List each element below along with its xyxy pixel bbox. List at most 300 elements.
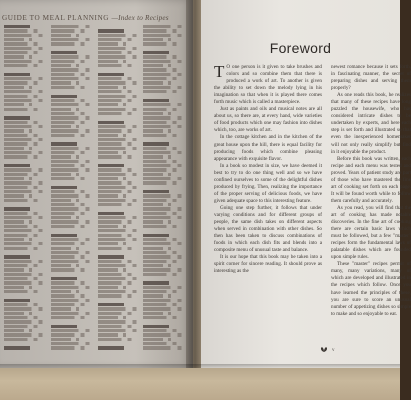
index-entry-line: [4, 207, 30, 210]
index-entry-line: [4, 186, 42, 189]
index-entry-line: [143, 134, 181, 137]
index-entry-line: [51, 34, 83, 37]
index-entry-line: [51, 51, 77, 54]
index-entry-line: [143, 164, 187, 167]
index-entry-line: [51, 268, 89, 271]
index-entry-line: [143, 294, 175, 297]
index-entry-line: [143, 99, 169, 102]
index-entry-line: [98, 103, 130, 106]
index-entry-line: [143, 281, 169, 284]
index-entry-line: [51, 316, 89, 319]
index-entry-line: [4, 86, 36, 89]
index-entry-line: [4, 112, 48, 115]
index-entry-line: [143, 38, 175, 41]
index-entry-line: [98, 160, 142, 163]
index-entry-line: [98, 255, 124, 258]
index-entry-line: [143, 220, 175, 223]
index-entry-line: [4, 29, 42, 32]
index-entry-line: [51, 286, 95, 289]
index-entry-line: [98, 147, 142, 150]
index-entry-line: [143, 286, 187, 289]
index-entry-line: [51, 138, 95, 141]
index-entry-line: [4, 42, 42, 45]
index-entry-line: [143, 73, 187, 76]
index-entry-line: [4, 99, 48, 102]
index-entry-line: [51, 194, 95, 197]
index-entry-line: [4, 129, 36, 132]
index-entry-line: [51, 242, 89, 245]
index-entry-line: [4, 260, 48, 263]
index-entry-line: [4, 125, 48, 128]
index-entry-line: [51, 225, 89, 228]
index-entry-line: [143, 77, 181, 80]
index-entry-line: [143, 42, 181, 45]
index-entry-line: [4, 234, 42, 237]
index-entry-line: [98, 142, 136, 145]
index-entry-line: [143, 268, 187, 271]
index-entry-line: [51, 160, 95, 163]
index-entry-line: [98, 207, 142, 210]
index-entry-line: [51, 86, 89, 89]
index-entry-line: [4, 264, 42, 267]
index-entry-line: [4, 121, 42, 124]
index-entry-line: [143, 277, 187, 280]
index-entry-line: [4, 320, 48, 323]
paragraph: In the cottage kitchen and in the kitchen of the great house upon the hill, there is equal facility for producing foods which combine pleasing appearance with exquisite flavor.: [214, 134, 322, 162]
index-entry-line: [98, 251, 142, 254]
index-title: GUIDE TO MEAL PLANNING: [2, 14, 110, 22]
index-entry-line: [4, 60, 48, 63]
index-entry-line: [98, 307, 142, 310]
index-entry-line: [98, 155, 136, 158]
index-entry-line: [51, 329, 95, 332]
index-entry-line: [143, 194, 187, 197]
index-entry-line: [51, 155, 83, 158]
index-entry-line: [98, 199, 142, 202]
index-entry-line: [143, 121, 181, 124]
index-entry-line: [143, 47, 187, 50]
index-entry-line: [143, 255, 187, 258]
index-entry-line: [143, 190, 169, 193]
index-entry-line: [4, 51, 42, 54]
index-entry-line: [4, 307, 48, 310]
index-entry-line: [51, 108, 83, 111]
index-entry-line: [98, 225, 130, 228]
index-entry-line: [98, 212, 124, 215]
index-entry-line: [51, 255, 89, 258]
index-entry-line: [51, 186, 77, 189]
index-entry-line: [143, 247, 175, 250]
page-number: v: [332, 348, 335, 353]
index-entry-line: [98, 247, 136, 250]
index-entry-line: [98, 303, 124, 306]
index-entry-line: [51, 190, 89, 193]
index-entry-line: [143, 342, 181, 345]
index-entry-line: [143, 160, 181, 163]
index-entry-line: [143, 207, 187, 210]
index-entry-line: [4, 47, 48, 50]
index-entry-line: [51, 116, 95, 119]
index-entry-line: [4, 199, 42, 202]
index-entry-line: [98, 95, 142, 98]
index-entry-line: [98, 273, 136, 276]
index-entry-line: [98, 134, 130, 137]
index-entry-line: [4, 164, 30, 167]
index-entry-line: [143, 225, 181, 228]
index-entry-line: [51, 229, 95, 232]
index-entry-line: [4, 255, 30, 258]
index-entry-line: [98, 294, 136, 297]
index-entry-line: [98, 181, 136, 184]
index-entry-line: [4, 299, 30, 302]
index-entry-line: [51, 181, 95, 184]
page-title: Foreword: [269, 40, 332, 56]
index-entry-line: [98, 34, 142, 37]
index-entry-line: [98, 338, 136, 341]
index-entry-line: [143, 90, 181, 93]
paragraph: As one reads this book, he realizes that many of these recipes have long puzzled the housewife, who has considered intricate dishes to be undertaken by experts, and here each step is set forth and illustrated so that even the inexperienced homemaker will not only really simplify but find in it enjoyable the product.: [331, 92, 411, 155]
index-entry-line: [51, 125, 83, 128]
index-entry-line: [51, 134, 89, 137]
index-entry-line: [51, 173, 83, 176]
index-subtitle: —Index to Recipes: [111, 14, 169, 22]
index-entry-line: [51, 25, 95, 28]
index-entry-line: [4, 194, 36, 197]
index-entry-line: [143, 216, 187, 219]
drop-cap: T: [214, 62, 225, 81]
index-entry-line: [4, 294, 48, 297]
index-entry-line: [143, 60, 187, 63]
index-entry-line: [98, 220, 136, 223]
index-entry-line: [4, 90, 48, 93]
index-entry-line: [51, 47, 95, 50]
index-entry-line: [4, 247, 42, 250]
index-entry-line: [98, 29, 124, 32]
index-entry-line: [98, 286, 130, 289]
index-entry-line: [51, 247, 83, 250]
index-entry-line: [51, 346, 89, 349]
index-entry-line: [98, 194, 130, 197]
index-entry-line: [143, 86, 187, 89]
index-entry-line: [51, 303, 89, 306]
index-entry-line: [143, 251, 181, 254]
index-entry-line: [51, 121, 89, 124]
index-entry-line: [4, 338, 42, 341]
index-entry-line: [98, 138, 142, 141]
index-entry-line: [51, 290, 83, 293]
index-entry-line: [51, 338, 83, 341]
index-column: [143, 25, 187, 351]
index-entry-line: [4, 346, 30, 349]
index-entry-line: [51, 168, 95, 171]
index-entry-line: [51, 294, 89, 297]
index-entry-line: [143, 68, 181, 71]
index-entry-line: [143, 81, 175, 84]
index-entry-line: [4, 342, 48, 345]
index-entry-line: [4, 212, 42, 215]
index-entry-line: [4, 95, 42, 98]
index-entry-line: [98, 346, 124, 349]
index-entry-line: [98, 55, 142, 58]
index-entry-line: [98, 190, 136, 193]
index-entry-line: [51, 251, 95, 254]
index-entry-line: [143, 338, 175, 341]
index-entry-line: [98, 325, 136, 328]
index-entry-line: [98, 342, 142, 345]
index-entry-line: [98, 264, 142, 267]
index-entry-line: [51, 68, 95, 71]
index-entry-line: [143, 125, 187, 128]
index-entry-line: [98, 168, 136, 171]
index-entry-line: [4, 242, 48, 245]
index-entry-line: [4, 281, 48, 284]
index-entry-line: [143, 168, 181, 171]
index-entry-line: [143, 312, 175, 315]
index-entry-line: [98, 38, 136, 41]
index-entry-line: [4, 168, 48, 171]
index-entry-line: [143, 229, 187, 232]
index-entry-line: [51, 325, 77, 328]
index-entry-line: [4, 277, 42, 280]
index-entry-line: [4, 34, 48, 37]
index-entry-line: [143, 325, 169, 328]
index-entry-line: [98, 108, 142, 111]
index-entry-line: [4, 312, 36, 315]
index-entry-line: [98, 86, 130, 89]
index-entry-line: [143, 238, 181, 241]
index-entry-line: [4, 290, 42, 293]
index-entry-line: [4, 303, 42, 306]
index-entry-line: [4, 81, 42, 84]
index-entry-line: [51, 99, 89, 102]
index-entry-line: [143, 34, 187, 37]
index-entry-line: [98, 203, 136, 206]
index-entry-line: [4, 329, 36, 332]
index-entry-line: [143, 316, 181, 319]
index-entry-line: [51, 273, 95, 276]
index-entry-line: [51, 238, 95, 241]
index-entry-line: [98, 116, 142, 119]
index-entry-line: [4, 55, 36, 58]
index-entry-line: [98, 47, 142, 50]
index-entry-line: [143, 129, 175, 132]
index-entry-line: [98, 299, 142, 302]
index-entry-line: [98, 60, 130, 63]
index-entry-line: [51, 147, 95, 150]
index-entry-line: [51, 95, 77, 98]
index-entry-line: [143, 95, 187, 98]
index-entry-line: [4, 68, 48, 71]
index-entry-line: [98, 260, 136, 263]
index-entry-line: [143, 181, 181, 184]
index-entry-line: [51, 234, 77, 237]
index-entry-line: [143, 155, 175, 158]
index-entry-line: [4, 325, 42, 328]
index-entry-line: [143, 320, 187, 323]
index-column: [4, 25, 48, 351]
paragraph: [214, 64, 322, 106]
index-entry-line: [143, 55, 181, 58]
index-entry-line: [143, 142, 169, 145]
index-entry-line: [98, 81, 142, 84]
index-entry-line: [51, 151, 89, 154]
paragraph: Going one step further, it follows that under varying conditions and for different groups of people, the same dish takes on different aspects when served in combination with other dishes. So then has been taken to discuss combinations of foods in which each dish fits and blends into a composite menu of unusual taste and balance.: [214, 204, 322, 254]
right-page: [201, 0, 411, 368]
index-entry-line: [143, 242, 187, 245]
index-entry-line: [98, 234, 136, 237]
index-entry-line: [98, 112, 136, 115]
index-entry-line: [4, 103, 36, 106]
index-entry-line: [98, 125, 142, 128]
index-entry-line: [4, 286, 36, 289]
index-entry-line: [51, 129, 95, 132]
index-entry-line: [98, 333, 130, 336]
index-entry-line: [143, 299, 187, 302]
index-entry-line: [4, 116, 30, 119]
index-entry-line: [4, 273, 48, 276]
index-entry-line: [4, 25, 30, 28]
index-entry-line: [98, 312, 136, 315]
index-entry-line: [98, 229, 142, 232]
index-entry-line: [51, 281, 89, 284]
index-entry-line: [51, 90, 95, 93]
left-page-header: [2, 14, 192, 22]
index-entry-line: [143, 29, 181, 32]
index-entry-line: [4, 173, 42, 176]
index-entry-line: [98, 238, 142, 241]
index-entry-line: [4, 142, 42, 145]
index-entry-line: [51, 164, 89, 167]
index-entry-line: [4, 190, 48, 193]
index-entry-line: [98, 173, 142, 176]
index-entry-line: [51, 220, 95, 223]
index-entry-line: [51, 199, 83, 202]
index-entry-line: [4, 229, 48, 232]
left-page: [0, 0, 193, 368]
index-entry-line: [98, 329, 142, 332]
index-entry-line: [4, 203, 48, 206]
leaf-ornament-icon: [319, 346, 329, 353]
index-entry-line: [98, 121, 124, 124]
paragraph: newest romance because it sets forth, in fascinating manner, the secret of preparing dishes and serving them properly?: [331, 64, 411, 92]
index-entry-line: [51, 333, 89, 336]
index-entry-line: [143, 151, 187, 154]
index-entry-line: [98, 51, 136, 54]
index-entry-line: [98, 42, 130, 45]
index-entry-line: [143, 147, 181, 150]
index-entry-line: [4, 177, 36, 180]
paragraph: It is our hope that this book may be taken into a spirit corner for sincere reading. It should prove as interesting as the: [214, 254, 322, 275]
index-entry-line: [98, 186, 142, 189]
index-entry-line: [143, 290, 181, 293]
paragraph: As you read, you will find that the art of cooking has made notable discoveries. In the fine art of cooking there are certain basic laws which must be followed, but a few "master" recipes form the fundamental laws of palatable dishes which are founded upon simple rules.: [331, 204, 411, 261]
index-entry-line: [98, 268, 130, 271]
index-entry-line: [98, 99, 136, 102]
index-entry-line: [98, 277, 142, 280]
paragraph-text: O one person is it given to take brushes and colors and so combine them that there is produced a work of art. To another is given the ability to set down the melody lying in his imagination so that when it is played there comes forth music which is called a masterpiece.: [214, 64, 322, 106]
cover-bottom-edge: [0, 368, 400, 400]
index-entry-line: [4, 134, 42, 137]
index-entry-line: [143, 264, 175, 267]
index-entry-line: [143, 103, 187, 106]
index-entry-line: [4, 155, 42, 158]
index-entry-line: [143, 199, 181, 202]
index-entry-line: [4, 108, 42, 111]
index-entry-line: [51, 203, 89, 206]
index-entry-line: [51, 77, 95, 80]
index-entry-line: [143, 203, 175, 206]
index-entry-line: [51, 64, 83, 67]
index-entry-line: [143, 329, 181, 332]
index-entry-line: [98, 316, 130, 319]
index-entry-line: [4, 220, 36, 223]
index-entry-line: [51, 38, 95, 41]
index-entry-line: [51, 81, 83, 84]
index-entry-line: [143, 108, 181, 111]
index-entry-line: [98, 77, 136, 80]
index-entry-line: [98, 151, 130, 154]
index-entry-line: [51, 42, 89, 45]
index-entry-line: [98, 64, 136, 67]
index-entry-line: [98, 90, 136, 93]
index-entry-line: [98, 242, 130, 245]
index-entry-line: [98, 73, 124, 76]
index-entry-line: [4, 251, 48, 254]
index-entry-line: [98, 290, 142, 293]
index-entry-line: [143, 346, 187, 349]
text-column-right: [331, 64, 411, 318]
index-entry-line: [51, 103, 95, 106]
index-entry-line: [143, 273, 181, 276]
index-entry-line: [4, 160, 48, 163]
index-entry-line: [143, 51, 169, 54]
index-entry-line: [4, 225, 42, 228]
index-entry-line: [143, 25, 187, 28]
paragraph: In a book so modest in size, we have deemed it best to try to do one thing well and so we have confined ourselves to some of the delightful dishes produced by frying. Then, realizing the importance of the proper serving of delicious foods, we have given adequate space to this interesting feature.: [214, 162, 322, 204]
index-entry-line: [143, 333, 187, 336]
index-entry-line: [51, 307, 83, 310]
index-entry-line: [4, 181, 48, 184]
index-entry-line: [4, 38, 36, 41]
index-entry-line: [51, 207, 95, 210]
index-entry-line: [51, 216, 83, 219]
index-entry-line: [143, 116, 187, 119]
index-entry-line: [4, 77, 48, 80]
index-entry-line: [143, 177, 187, 180]
index-entry-line: [4, 147, 36, 150]
index-entry-line: [51, 60, 89, 63]
index-entry-line: [4, 268, 36, 271]
index-entry-line: [4, 316, 42, 319]
paragraph: These "master" recipes permit of many, many variations, many of which are developed and illustrated in the recipes which follow. Once you have learned the principles of these, you are sure to score an unusual number of appetizing dishes so simple to make and so enjoyable to eat.: [331, 261, 411, 317]
index-entry-line: [51, 260, 95, 263]
index-entry-line: [51, 177, 89, 180]
index-entry-line: [51, 29, 89, 32]
index-entry-line: [98, 25, 142, 28]
index-entry-line: [4, 64, 42, 67]
index-entry-line: [98, 129, 136, 132]
index-entry-line: [51, 112, 89, 115]
index-entry-line: [143, 138, 187, 141]
index-entry-line: [4, 151, 48, 154]
index-entry-line: [51, 73, 89, 76]
index-entry-line: [143, 307, 187, 310]
index-entry-line: [98, 164, 124, 167]
index-entry-line: [143, 303, 181, 306]
index-entry-line: [51, 212, 89, 215]
index-entry-line: [4, 333, 48, 336]
index-entry-line: [51, 142, 77, 145]
